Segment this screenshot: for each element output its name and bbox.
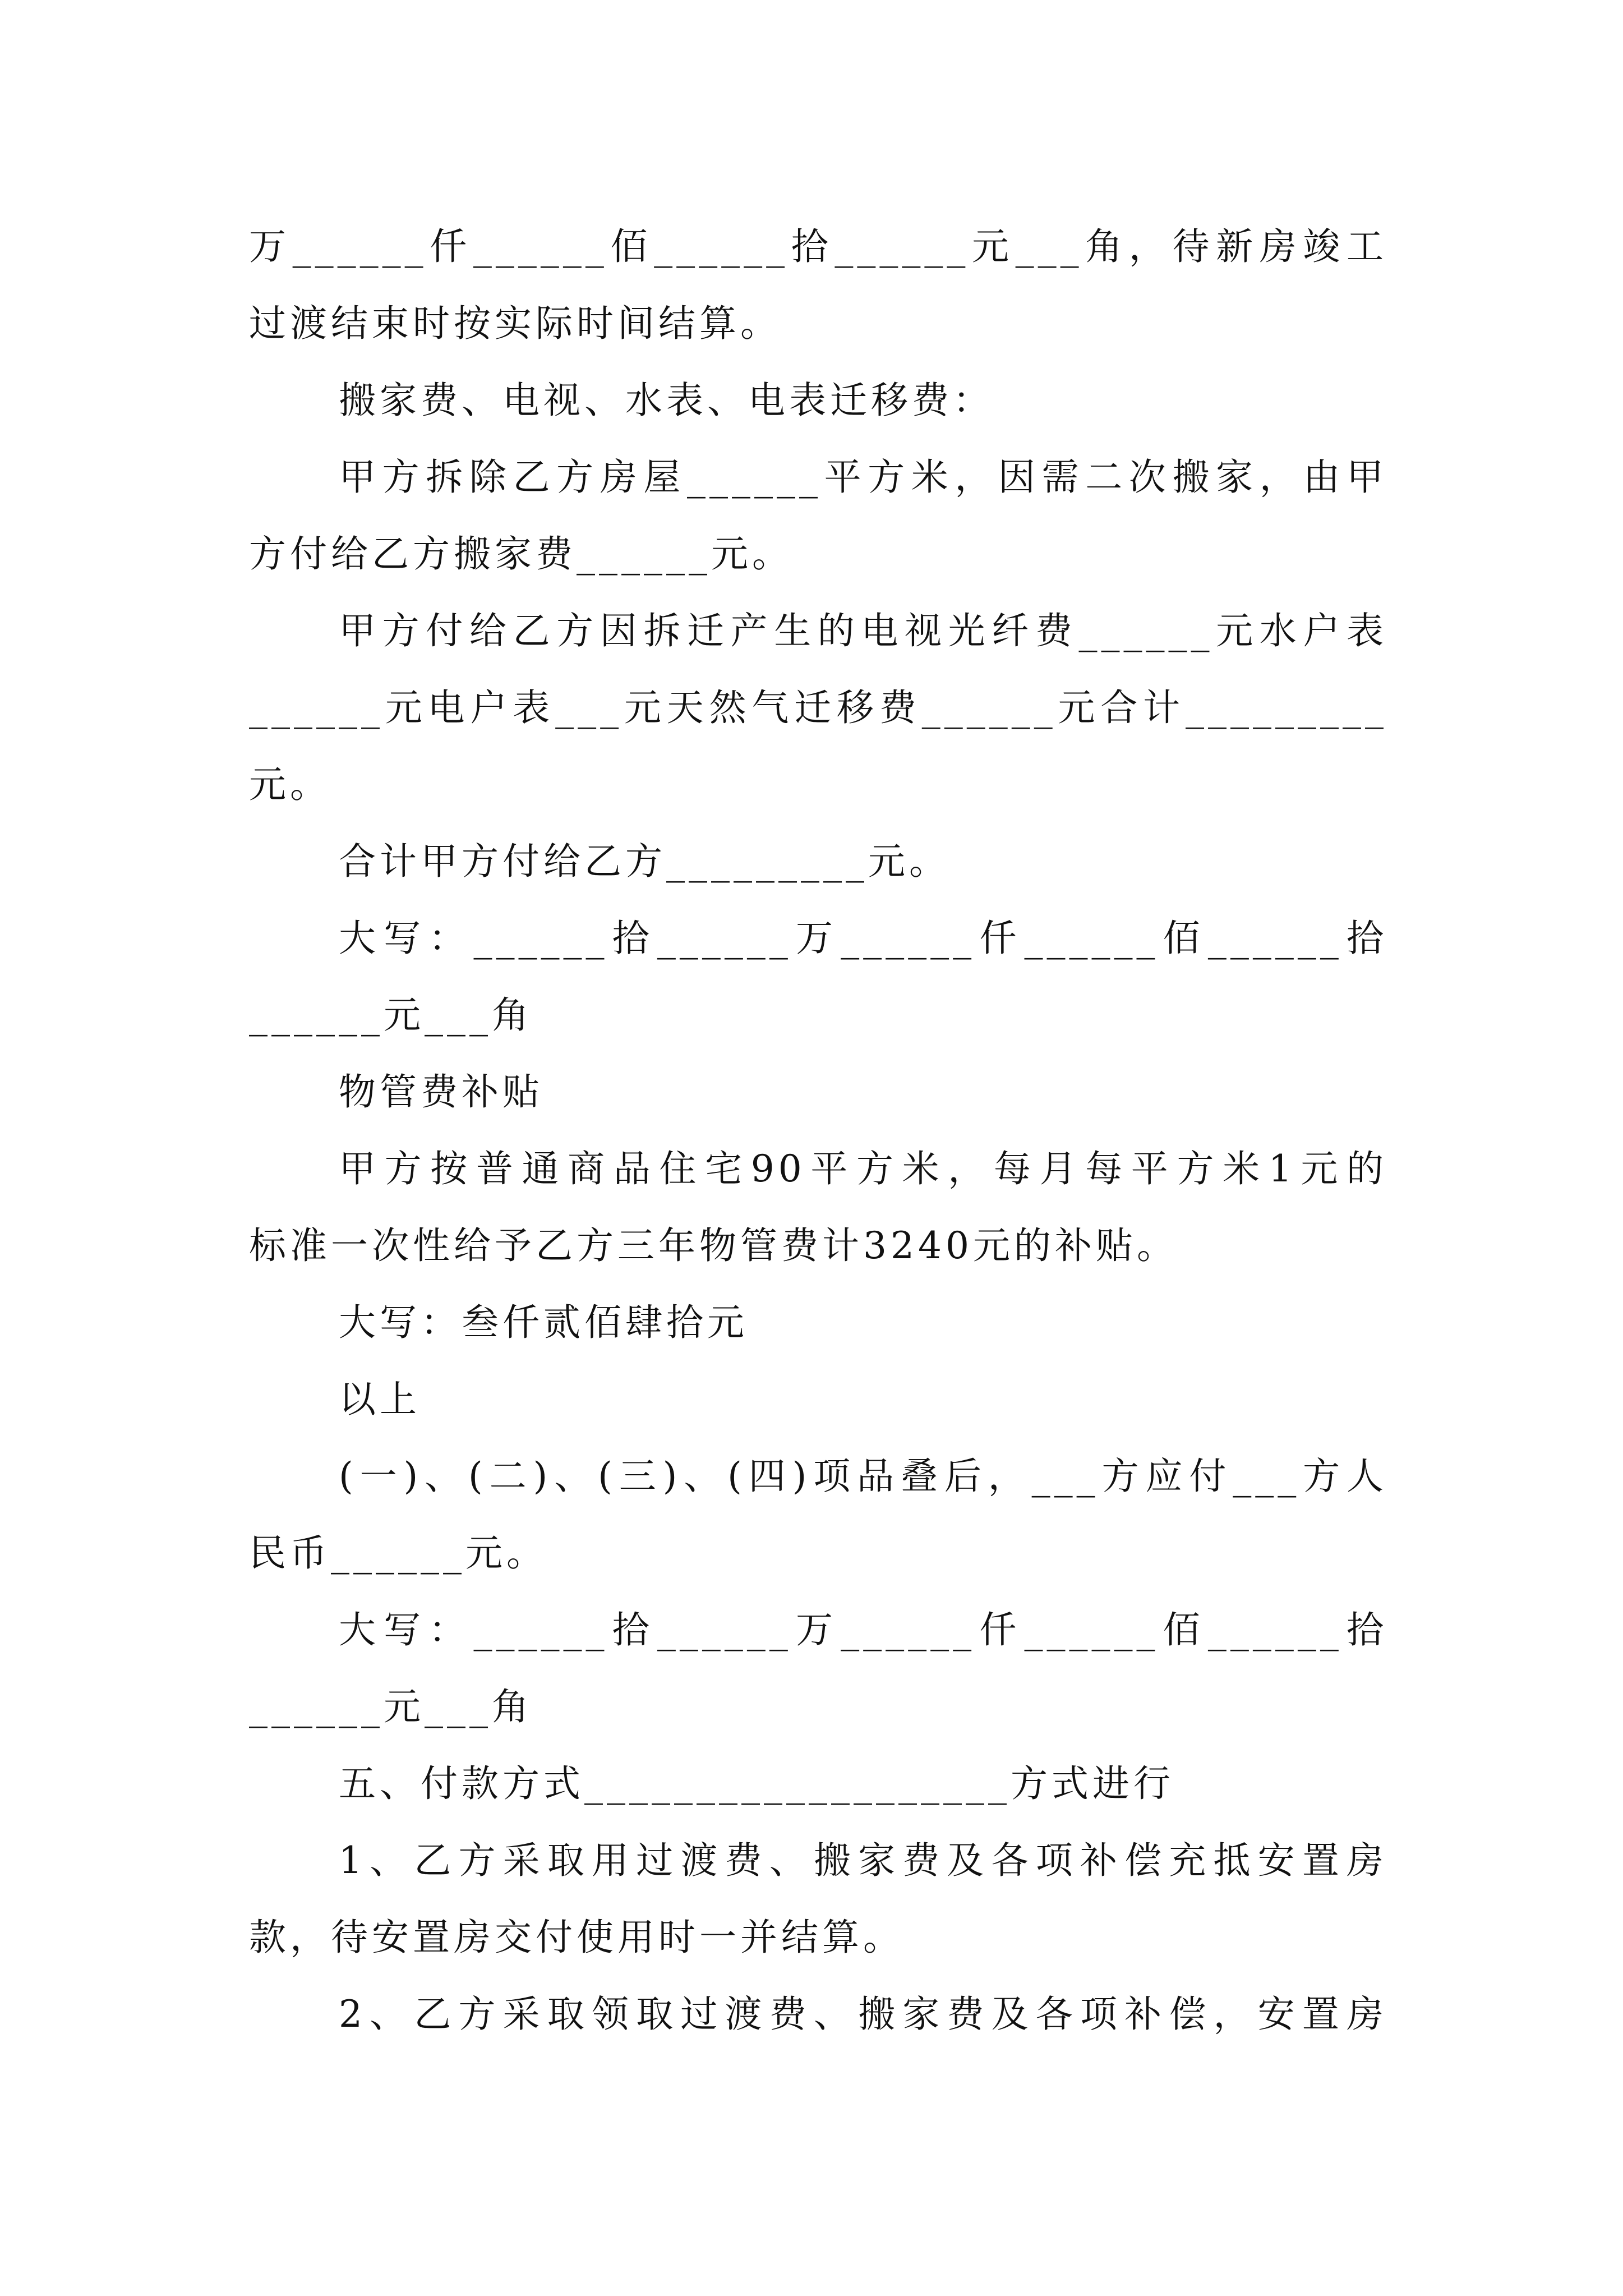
text-line-21: 五、付款方式___________________方式进行: [339, 1762, 1174, 1805]
text-line-13: 甲方按普通商品住宅90平方米，每月每平方米1元的: [339, 1147, 1387, 1190]
text-line-3: 搬家费、电视、水表、电表迁移费：: [339, 379, 994, 422]
text-line-17: (一)、(二)、(三)、(四)项品叠后，___方应付___方人: [339, 1455, 1387, 1498]
text-line-4: 甲方拆除乙方房屋______平方米，因需二次搬家，由甲: [339, 455, 1387, 499]
text-line-18: 民币______元。: [249, 1531, 547, 1575]
text-line-16: 以上: [339, 1378, 421, 1421]
text-line-15: 大写：叁仟贰佰肆拾元: [339, 1301, 748, 1344]
text-line-24: 2、乙方采取领取过渡费、搬家费及各项补偿，安置房: [339, 1993, 1387, 2036]
text-line-7: ______元电户表___元天然气迁移费______元合计_________: [249, 686, 1387, 729]
text-line-10: 大写：______拾______万______仟______佰______拾: [339, 917, 1387, 960]
text-line-5: 方付给乙方搬家费______元。: [249, 532, 793, 576]
text-line-23: 款，待安置房交付使用时一并结算。: [249, 1916, 904, 1959]
text-line-9: 合计甲方付给乙方_________元。: [339, 840, 950, 883]
text-line-14: 标准一次性给予乙方三年物管费计3240元的补贴。: [249, 1224, 1178, 1267]
text-line-22: 1、乙方采取用过渡费、搬家费及各项补偿充抵安置房: [339, 1839, 1387, 1882]
text-line-19: 大写：______拾______万______仟______佰______拾: [339, 1608, 1387, 1651]
text-line-12: 物管费补贴: [339, 1070, 543, 1114]
text-line-6: 甲方付给乙方因拆迁产生的电视光纤费______元水户表: [339, 609, 1387, 652]
text-line-2: 过渡结束时按实际时间结算。: [249, 302, 781, 345]
text-line-11: ______元___角: [249, 993, 533, 1037]
text-line-20: ______元___角: [249, 1685, 533, 1728]
text-line-1: 万______仟______佰______拾______元___角，待新房竣工: [249, 225, 1387, 268]
text-line-8: 元。: [249, 763, 331, 806]
